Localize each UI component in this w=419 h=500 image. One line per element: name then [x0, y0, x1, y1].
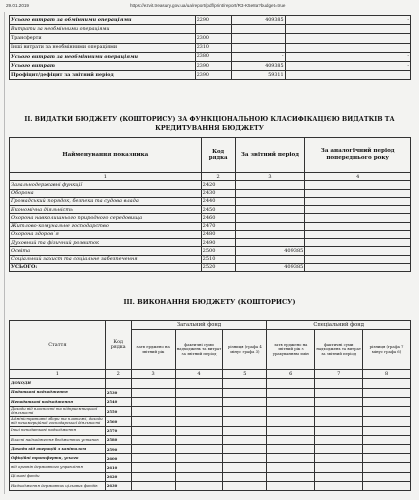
table-row — [10, 416, 411, 426]
row-label: Загальнодержавні функції — [10, 181, 202, 189]
row-cell — [363, 435, 411, 444]
row-cell — [175, 444, 223, 453]
col-current-header: За звітний період — [235, 138, 305, 173]
row-cell — [315, 379, 363, 388]
row-cell — [175, 406, 223, 416]
row-label: Власні надходження бюджетних установ — [10, 435, 106, 444]
table-row — [10, 214, 411, 222]
row-cell — [267, 472, 315, 481]
row-code: 2630 — [105, 481, 131, 490]
row-current-value — [235, 197, 305, 205]
row-cell — [267, 406, 315, 416]
row-cell — [131, 481, 175, 490]
col-actual2-header: фактичні суми надходжень та витрат за звітний період — [315, 330, 363, 370]
col-name-header: Найменування показника — [10, 138, 202, 173]
row-cell — [315, 388, 363, 397]
row-cell — [223, 379, 267, 388]
row-cell — [363, 397, 411, 406]
row-cell — [267, 454, 315, 463]
row-label: Охорона здоров`я — [10, 230, 202, 238]
row-code: 2480 — [201, 230, 235, 238]
row-cell — [223, 444, 267, 453]
expenditure-classification-table — [9, 137, 411, 272]
row-current-value — [235, 214, 305, 222]
col-num-8: 8 — [363, 370, 411, 379]
row-cell — [175, 388, 223, 397]
row-cell — [131, 416, 175, 426]
row-previous-value — [305, 255, 411, 263]
row-cell — [223, 435, 267, 444]
col-num-2: 2 — [201, 173, 235, 181]
row-cell — [267, 397, 315, 406]
row-label: Економічна діяльність — [10, 206, 202, 214]
row-label: Житлово-комунальне господарство — [10, 222, 202, 230]
row-current-value: 409385 — [231, 61, 285, 70]
table-row — [10, 472, 411, 481]
row-cell — [363, 472, 411, 481]
col-previous-header: За аналогічний період попереднього року — [305, 138, 411, 173]
row-label: Соціальний захист та соціальне забезпечення — [10, 255, 202, 263]
row-cell — [175, 481, 223, 490]
row-current-value: - — [231, 52, 285, 61]
table-row — [10, 181, 411, 189]
row-current-value — [235, 230, 305, 238]
col-plan-header: затв ерджено на звітний рік — [131, 330, 175, 370]
row-label: Усього витрат за необмінними операціями — [10, 52, 196, 61]
row-label: Офіційні трансферти, усього — [10, 454, 106, 463]
table-row — [10, 426, 411, 435]
table-row — [10, 197, 411, 205]
row-previous-value — [285, 43, 411, 52]
row-previous-value — [305, 263, 411, 271]
col-num-7: 7 — [315, 370, 363, 379]
row-label: Громадський порядок, безпека та судова влада — [10, 197, 202, 205]
table-row — [10, 406, 411, 416]
row-code — [195, 25, 231, 34]
table-row — [10, 206, 411, 214]
table-row — [10, 230, 411, 238]
col-num-1: 1 — [10, 173, 202, 181]
row-previous-value — [305, 189, 411, 197]
row-previous-value — [285, 71, 411, 80]
row-cell — [223, 426, 267, 435]
row-label: Інші неподаткові надходження — [10, 426, 106, 435]
row-current-value: 409385 — [235, 247, 305, 255]
row-previous-value — [305, 197, 411, 205]
row-previous-value — [305, 222, 411, 230]
row-code: 2500 — [201, 247, 235, 255]
row-cell — [175, 472, 223, 481]
row-current-value — [231, 43, 285, 52]
row-cell — [175, 416, 223, 426]
row-code: 2420 — [201, 181, 235, 189]
col-num-5: 5 — [223, 370, 267, 379]
row-previous-value — [305, 247, 411, 255]
row-code: 2290 — [195, 16, 231, 25]
row-previous-value: - — [285, 16, 411, 25]
row-code: 2390 — [195, 71, 231, 80]
row-cell — [175, 435, 223, 444]
row-cell — [131, 444, 175, 453]
row-code: 2440 — [201, 197, 235, 205]
row-code: 2580 — [105, 435, 131, 444]
table-row — [10, 43, 411, 52]
row-current-value: 59311 — [231, 71, 285, 80]
table-row — [10, 397, 411, 406]
row-cell — [363, 388, 411, 397]
row-label: Інші витрати за необмінними операціями — [10, 43, 196, 52]
table-row — [10, 61, 411, 70]
row-cell — [223, 454, 267, 463]
row-code: 2300 — [195, 34, 231, 43]
row-previous-value — [285, 25, 411, 34]
row-cell — [315, 454, 363, 463]
col-code-header: Код рядка — [201, 138, 235, 173]
row-cell — [363, 463, 411, 472]
row-previous-value: - — [285, 61, 411, 70]
row-current-value: 409385 — [231, 16, 285, 25]
row-code: 2380 — [195, 52, 231, 61]
row-code: 2510 — [201, 255, 235, 263]
row-cell — [131, 406, 175, 416]
row-label: ДОХОДИ — [10, 379, 106, 388]
row-cell — [267, 426, 315, 435]
table-row — [10, 52, 411, 61]
row-previous-value — [285, 34, 411, 43]
row-code: 2620 — [105, 472, 131, 481]
budget-execution-table — [9, 320, 411, 491]
table-row — [10, 255, 411, 263]
row-cell — [175, 379, 223, 388]
row-cell — [363, 481, 411, 490]
col-num-4: 4 — [175, 370, 223, 379]
row-label: Усього витрат за обмінними операціями — [10, 16, 196, 25]
row-cell — [131, 435, 175, 444]
row-cell — [315, 472, 363, 481]
table-row — [10, 239, 411, 247]
row-label: Податкові надходження — [10, 388, 106, 397]
row-code: 2560 — [105, 416, 131, 426]
row-label: Доходи від операцій з капіталом — [10, 444, 106, 453]
row-cell — [175, 397, 223, 406]
row-current-value — [235, 222, 305, 230]
row-cell — [315, 416, 363, 426]
row-cell — [363, 416, 411, 426]
col-article-header: Стаття — [10, 321, 106, 370]
row-cell — [267, 416, 315, 426]
section-3-title: III. ВИКОНАННЯ БЮДЖЕТУ (КОШТОРИСУ) — [123, 298, 296, 306]
row-code: 2390 — [195, 61, 231, 70]
row-cell — [223, 388, 267, 397]
row-label: Адміністративні збори та платежі, доходи від некомерційної господарської діяльності — [10, 416, 106, 426]
row-label: Освіта — [10, 247, 202, 255]
row-cell — [223, 406, 267, 416]
row-previous-value: - — [285, 52, 411, 61]
row-previous-value — [305, 230, 411, 238]
table-row — [10, 379, 411, 388]
row-cell — [223, 416, 267, 426]
table-row — [10, 189, 411, 197]
row-current-value — [231, 25, 285, 34]
row-code: 2490 — [201, 239, 235, 247]
col-actual-header: фактичні суми надходжень та витрат за звітний період — [175, 330, 223, 370]
row-label: Духовний та фізичний розвиток — [10, 239, 202, 247]
row-code: 2460 — [201, 214, 235, 222]
row-current-value — [235, 189, 305, 197]
row-code: 2570 — [105, 426, 131, 435]
table-row — [10, 222, 411, 230]
col-num-4: 4 — [305, 173, 411, 181]
row-code: 2550 — [105, 406, 131, 416]
row-cell — [267, 444, 315, 453]
table-row — [10, 71, 411, 80]
row-current-value — [235, 255, 305, 263]
row-cell — [315, 426, 363, 435]
table-row — [10, 247, 411, 255]
row-cell — [131, 379, 175, 388]
table-row — [10, 435, 411, 444]
row-cell — [315, 463, 363, 472]
row-code: 2590 — [105, 444, 131, 453]
row-label: УСЬОГО: — [10, 263, 202, 271]
table-row — [10, 388, 411, 397]
row-code: 2600 — [105, 454, 131, 463]
row-cell — [267, 435, 315, 444]
row-cell — [363, 406, 411, 416]
row-code: 2430 — [201, 189, 235, 197]
row-cell — [267, 481, 315, 490]
row-cell — [223, 397, 267, 406]
col-plan2-header: затв ерджено на звітний рік з урахуванням змін — [267, 330, 315, 370]
row-cell — [267, 379, 315, 388]
financial-results-table — [9, 15, 411, 80]
row-cell — [315, 397, 363, 406]
row-cell — [175, 463, 223, 472]
table-row — [10, 481, 411, 490]
col-num-2: 2 — [105, 370, 131, 379]
general-fund-header: Загальний фонд — [131, 321, 267, 330]
row-previous-value — [305, 206, 411, 214]
row-current-value: 409385 — [235, 263, 305, 271]
col-diff2-header: різниця (графа 7 мінус графа 6) — [363, 330, 411, 370]
section-2-title-line1: II. ВИДАТКИ БЮДЖЕТУ (КОШТОРИСУ) ЗА ФУНКЦІОНАЛЬНОЮ КЛАСИФІКАЦІЄЮ ВИДАТКІВ ТА — [24, 116, 395, 123]
row-code: 2540 — [105, 397, 131, 406]
row-current-value — [235, 181, 305, 189]
row-label: Оборона — [10, 189, 202, 197]
print-url: https://ezvit.treasury.gov.ua/ua/report/pdf/print/report/R3-K5e8a?budget=true — [130, 3, 286, 8]
row-cell — [363, 426, 411, 435]
row-cell — [315, 481, 363, 490]
row-label: Профіцит/дефіцит за звітний період — [10, 71, 196, 80]
row-cell — [175, 454, 223, 463]
row-label: Доходи від власності та підприємницької діяльності — [10, 406, 106, 416]
row-cell — [315, 435, 363, 444]
row-cell — [363, 444, 411, 453]
row-cell — [131, 463, 175, 472]
row-code — [105, 379, 131, 388]
row-cell — [315, 444, 363, 453]
special-fund-header: Спеціальний фонд — [267, 321, 411, 330]
row-cell — [131, 472, 175, 481]
row-label: Неподаткові надходження — [10, 397, 106, 406]
table-row — [10, 263, 411, 271]
row-cell — [223, 481, 267, 490]
row-cell — [131, 426, 175, 435]
col-num-1: 1 — [10, 370, 106, 379]
table-row — [10, 444, 411, 453]
row-current-value — [235, 239, 305, 247]
row-cell — [131, 454, 175, 463]
row-cell — [131, 388, 175, 397]
row-label: від органів державного управління — [10, 463, 106, 472]
row-code: 2310 — [195, 43, 231, 52]
row-cell — [315, 406, 363, 416]
row-label: Усього витрат — [10, 61, 196, 70]
row-cell — [267, 388, 315, 397]
row-cell — [131, 397, 175, 406]
row-code: 2530 — [105, 388, 131, 397]
row-cell — [175, 426, 223, 435]
row-cell — [223, 472, 267, 481]
row-label: Охорона навколишнього природного середовища — [10, 214, 202, 222]
section-2-title-line2: КРЕДИТУВАННЯ БЮДЖЕТУ — [155, 125, 264, 132]
table-row — [10, 463, 411, 472]
row-previous-value — [305, 181, 411, 189]
row-label: Трансферти — [10, 34, 196, 43]
section-2-title — [0, 115, 419, 133]
row-current-value — [235, 206, 305, 214]
row-previous-value — [305, 239, 411, 247]
col-num-6: 6 — [267, 370, 315, 379]
table-row — [10, 454, 411, 463]
print-date: 29.01.2019 — [6, 3, 29, 8]
row-code: 2470 — [201, 222, 235, 230]
print-header — [6, 1, 415, 10]
table-row — [10, 25, 411, 34]
row-cell — [363, 379, 411, 388]
scan-edge — [4, 12, 5, 494]
row-previous-value — [305, 214, 411, 222]
row-label: Цільові фонди — [10, 472, 106, 481]
col-num-3: 3 — [131, 370, 175, 379]
row-cell — [363, 454, 411, 463]
row-label: Витрати за необмінними операціями — [10, 25, 196, 34]
col-code3-header: Код рядка — [105, 321, 131, 370]
row-current-value — [231, 34, 285, 43]
table-row — [10, 16, 411, 25]
row-label: Надходження державних цільових фондів — [10, 481, 106, 490]
row-cell — [267, 463, 315, 472]
row-cell — [223, 463, 267, 472]
col-diff-header: різниця (графа 4 мінус графа 3) — [223, 330, 267, 370]
row-code: 2610 — [105, 463, 131, 472]
row-code: 2450 — [201, 206, 235, 214]
row-code: 2520 — [201, 263, 235, 271]
col-num-3: 3 — [235, 173, 305, 181]
table-row — [10, 34, 411, 43]
